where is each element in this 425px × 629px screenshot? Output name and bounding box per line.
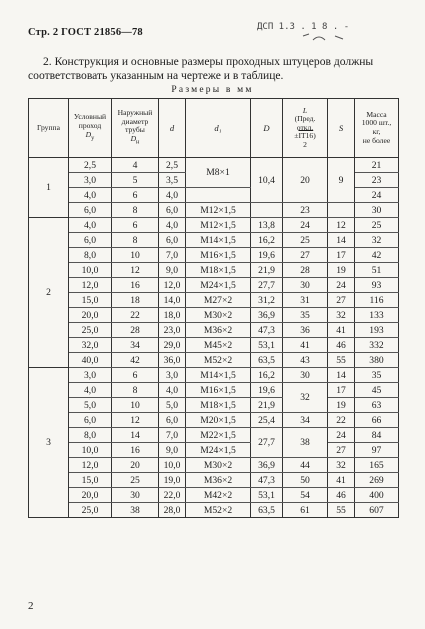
cell-D: 19,6 <box>251 248 283 263</box>
cell-d: 7,0 <box>159 248 186 263</box>
cell-mass: 400 <box>355 488 399 503</box>
cell-dn: 6 <box>112 188 159 203</box>
cell-mass: 93 <box>355 278 399 293</box>
cell-mass: 23 <box>355 173 399 188</box>
table-row <box>29 338 399 353</box>
header-dy: Условный проход $D_у$ <box>69 99 112 158</box>
table-row <box>29 308 399 323</box>
cell-dy: 8,0 <box>69 428 112 443</box>
cell-d1: M16×1,5 <box>186 383 251 398</box>
cell-S: 14 <box>328 233 355 248</box>
cell-L: 28 <box>283 263 328 278</box>
cell-L: 32 <box>283 383 328 413</box>
cell-S: 17 <box>328 383 355 398</box>
cell-dn: 12 <box>112 413 159 428</box>
cell-d1: M30×2 <box>186 308 251 323</box>
cell-d: 12,0 <box>159 278 186 293</box>
cell-d1: M18×1,5 <box>186 263 251 278</box>
cell-S: 14 <box>328 368 355 383</box>
cell-mass: 133 <box>355 308 399 323</box>
cell-L: 25 <box>283 233 328 248</box>
cell-D: 47,3 <box>251 473 283 488</box>
cell-mass: 32 <box>355 233 399 248</box>
cell-mass: 165 <box>355 458 399 473</box>
cell-D: 21,9 <box>251 398 283 413</box>
cell-L: 23 <box>283 203 328 218</box>
table-row <box>29 368 399 383</box>
cell-L: 61 <box>283 503 328 518</box>
cell-d1: M52×2 <box>186 353 251 368</box>
cell-d: 4,0 <box>159 383 186 398</box>
table-row <box>29 353 399 368</box>
cell-d1: M18×1,5 <box>186 398 251 413</box>
cell-dy: 3,0 <box>69 173 112 188</box>
cell-dy: 3,0 <box>69 368 112 383</box>
cell-D: 19,6 <box>251 383 283 398</box>
cell-dy: 6,0 <box>69 233 112 248</box>
cell-d: 9,0 <box>159 443 186 458</box>
cell-mass: 269 <box>355 473 399 488</box>
cell-D: 63,5 <box>251 503 283 518</box>
cell-L: 44 <box>283 458 328 473</box>
cell-mass: 24 <box>355 188 399 203</box>
table-row <box>29 293 399 308</box>
cell-S: 55 <box>328 503 355 518</box>
cell-d1: M16×1,5 <box>186 248 251 263</box>
header-group: Группа <box>29 99 69 158</box>
handwritten-mark <box>255 18 385 48</box>
cell-d: 6,0 <box>159 233 186 248</box>
group-label: 2 <box>29 218 69 368</box>
table-row <box>29 413 399 428</box>
cell-d: 7,0 <box>159 428 186 443</box>
table-row <box>29 203 399 218</box>
cell-dy: 25,0 <box>69 323 112 338</box>
cell-dy: 2,5 <box>69 158 112 173</box>
cell-dn: 6 <box>112 368 159 383</box>
cell-d: 6,0 <box>159 203 186 218</box>
cell-dy: 4,0 <box>69 218 112 233</box>
cell-dn: 22 <box>112 308 159 323</box>
cell-d1: M12×1,5 <box>186 218 251 233</box>
cell-mass: 35 <box>355 368 399 383</box>
cell-D: 36,9 <box>251 308 283 323</box>
cell-dn: 25 <box>112 473 159 488</box>
cell-mass: 25 <box>355 218 399 233</box>
page-header: Стр. 2 ГОСТ 21856—78 <box>28 27 143 38</box>
table-row <box>29 443 399 458</box>
table-body <box>29 158 399 518</box>
cell-L: 50 <box>283 473 328 488</box>
cell-S: 32 <box>328 308 355 323</box>
table-row <box>29 323 399 338</box>
cell-D: 53,1 <box>251 338 283 353</box>
cell-d1: M8×1 <box>186 158 251 188</box>
cell-dy: 6,0 <box>69 203 112 218</box>
table-row <box>29 158 399 173</box>
cell-mass: 21 <box>355 158 399 173</box>
cell-dy: 8,0 <box>69 248 112 263</box>
cell-dn: 20 <box>112 458 159 473</box>
cell-S: 46 <box>328 488 355 503</box>
cell-d1: M42×2 <box>186 488 251 503</box>
cell-S: 19 <box>328 263 355 278</box>
cell-S: 41 <box>328 473 355 488</box>
cell-L: 38 <box>283 428 328 458</box>
cell-S: 24 <box>328 428 355 443</box>
cell-d1: M27×2 <box>186 293 251 308</box>
svg-text:ДСП 1.3 . 1 8 . -: ДСП 1.3 . 1 8 . - <box>257 22 350 32</box>
cell-d1: M24×1,5 <box>186 443 251 458</box>
cell-mass: 380 <box>355 353 399 368</box>
cell-D: 21,9 <box>251 263 283 278</box>
cell-D <box>251 203 283 218</box>
cell-S: 27 <box>328 293 355 308</box>
cell-dy: 12,0 <box>69 458 112 473</box>
cell-dy: 12,0 <box>69 278 112 293</box>
cell-S <box>328 203 355 218</box>
cell-d: 19,0 <box>159 473 186 488</box>
cell-S: 27 <box>328 443 355 458</box>
cell-mass: 66 <box>355 413 399 428</box>
cell-L: 30 <box>283 278 328 293</box>
cell-dn: 30 <box>112 488 159 503</box>
cell-D: 36,9 <box>251 458 283 473</box>
table-row <box>29 233 399 248</box>
cell-S: 19 <box>328 398 355 413</box>
cell-d1: M52×2 <box>186 503 251 518</box>
cell-d: 23,0 <box>159 323 186 338</box>
cell-S: 41 <box>328 323 355 338</box>
cell-d: 18,0 <box>159 308 186 323</box>
cell-dy: 32,0 <box>69 338 112 353</box>
cell-d: 4,0 <box>159 218 186 233</box>
dimensions-table <box>28 98 399 518</box>
cell-L: 43 <box>283 353 328 368</box>
cell-dn: 8 <box>112 233 159 248</box>
cell-dn: 10 <box>112 248 159 263</box>
cell-dy: 6,0 <box>69 413 112 428</box>
cell-d1: M12×1,5 <box>186 203 251 218</box>
cell-D: 31,2 <box>251 293 283 308</box>
table-row <box>29 473 399 488</box>
cell-L: 20 <box>283 158 328 203</box>
cell-mass: 332 <box>355 338 399 353</box>
cell-dy: 5,0 <box>69 398 112 413</box>
cell-d: 10,0 <box>159 458 186 473</box>
cell-S: 22 <box>328 413 355 428</box>
cell-dy: 4,0 <box>69 383 112 398</box>
cell-L: 27 <box>283 248 328 263</box>
cell-dy: 20,0 <box>69 488 112 503</box>
header-L: L (Пред. откл. ±IT16) 2 <box>283 99 328 158</box>
cell-dn: 5 <box>112 173 159 188</box>
cell-dn: 8 <box>112 383 159 398</box>
table-row <box>29 488 399 503</box>
table-row <box>29 458 399 473</box>
cell-S: 55 <box>328 353 355 368</box>
cell-d1: M20×1,5 <box>186 413 251 428</box>
cell-dn: 4 <box>112 158 159 173</box>
cell-S: 17 <box>328 248 355 263</box>
cell-D: 47,3 <box>251 323 283 338</box>
cell-D: 27,7 <box>251 278 283 293</box>
cell-dn: 10 <box>112 398 159 413</box>
cell-dy: 40,0 <box>69 353 112 368</box>
cell-S: 9 <box>328 158 355 203</box>
cell-dn: 18 <box>112 293 159 308</box>
cell-S: 46 <box>328 338 355 353</box>
cell-mass: 30 <box>355 203 399 218</box>
table-row <box>29 383 399 398</box>
cell-d: 9,0 <box>159 263 186 278</box>
cell-d1: M36×2 <box>186 323 251 338</box>
cell-d: 5,0 <box>159 398 186 413</box>
cell-dy: 15,0 <box>69 293 112 308</box>
cell-dn: 28 <box>112 323 159 338</box>
cell-D: 63,5 <box>251 353 283 368</box>
cell-D: 25,4 <box>251 413 283 428</box>
cell-D: 16,2 <box>251 233 283 248</box>
cell-S: 12 <box>328 218 355 233</box>
cell-mass: 51 <box>355 263 399 278</box>
cell-L: 54 <box>283 488 328 503</box>
cell-D: 13,8 <box>251 218 283 233</box>
cell-dy: 15,0 <box>69 473 112 488</box>
cell-mass: 63 <box>355 398 399 413</box>
cell-dn: 16 <box>112 278 159 293</box>
cell-d: 3,5 <box>159 173 186 188</box>
cell-L: 34 <box>283 413 328 428</box>
intro-paragraph: 2. Конструкция и основные размеры проходных штуцеров должны соответствовать указанным на чертеже и в таблице. <box>28 55 374 83</box>
cell-d1: M45×2 <box>186 338 251 353</box>
table-row <box>29 503 399 518</box>
cell-d1: M36×2 <box>186 473 251 488</box>
cell-mass: 97 <box>355 443 399 458</box>
table-row <box>29 428 399 443</box>
cell-mass: 45 <box>355 383 399 398</box>
cell-dy: 10,0 <box>69 443 112 458</box>
cell-d1 <box>186 188 251 203</box>
cell-d: 3,0 <box>159 368 186 383</box>
cell-d: 2,5 <box>159 158 186 173</box>
cell-L: 41 <box>283 338 328 353</box>
cell-D: 16,2 <box>251 368 283 383</box>
cell-D: 27,7 <box>251 428 283 458</box>
header-d: d <box>159 99 186 158</box>
cell-mass: 42 <box>355 248 399 263</box>
cell-dn: 16 <box>112 443 159 458</box>
cell-D: 10,4 <box>251 158 283 203</box>
table-row <box>29 278 399 293</box>
cell-dy: 25,0 <box>69 503 112 518</box>
header-D: D <box>251 99 283 158</box>
cell-dy: 20,0 <box>69 308 112 323</box>
cell-dn: 6 <box>112 218 159 233</box>
cell-dn: 12 <box>112 263 159 278</box>
cell-d1: M14×1,5 <box>186 233 251 248</box>
header-mass: Масса 1000 шт., кг, не более <box>355 99 399 158</box>
cell-L: 35 <box>283 308 328 323</box>
header-dn: Наружный диаметр трубы $D_н$ <box>112 99 159 158</box>
cell-dn: 34 <box>112 338 159 353</box>
cell-mass: 116 <box>355 293 399 308</box>
table-row <box>29 398 399 413</box>
page-number: 2 <box>28 600 34 612</box>
header-S: S <box>328 99 355 158</box>
table-row <box>29 263 399 278</box>
table-row <box>29 248 399 263</box>
cell-d1: M22×1,5 <box>186 428 251 443</box>
cell-L: 30 <box>283 368 328 383</box>
cell-d: 36,0 <box>159 353 186 368</box>
cell-L: 31 <box>283 293 328 308</box>
cell-dn: 8 <box>112 203 159 218</box>
cell-S: 24 <box>328 278 355 293</box>
cell-mass: 607 <box>355 503 399 518</box>
group-label: 1 <box>29 158 69 218</box>
cell-dy: 4,0 <box>69 188 112 203</box>
cell-mass: 84 <box>355 428 399 443</box>
cell-d: 28,0 <box>159 503 186 518</box>
header-d1: d₁ <box>186 99 251 158</box>
cell-L: 24 <box>283 218 328 233</box>
table-row <box>29 218 399 233</box>
cell-d1: M24×1,5 <box>186 278 251 293</box>
cell-dy: 10,0 <box>69 263 112 278</box>
group-label: 3 <box>29 368 69 518</box>
cell-dn: 14 <box>112 428 159 443</box>
cell-dn: 42 <box>112 353 159 368</box>
cell-d: 6,0 <box>159 413 186 428</box>
table-caption: Размеры в мм <box>171 85 254 95</box>
cell-S: 32 <box>328 458 355 473</box>
cell-d: 4,0 <box>159 188 186 203</box>
cell-d: 22,0 <box>159 488 186 503</box>
cell-d: 14,0 <box>159 293 186 308</box>
cell-d1: M14×1,5 <box>186 368 251 383</box>
cell-mass: 193 <box>355 323 399 338</box>
cell-d: 29,0 <box>159 338 186 353</box>
cell-dn: 38 <box>112 503 159 518</box>
cell-L: 36 <box>283 323 328 338</box>
cell-D: 53,1 <box>251 488 283 503</box>
cell-d1: M30×2 <box>186 458 251 473</box>
